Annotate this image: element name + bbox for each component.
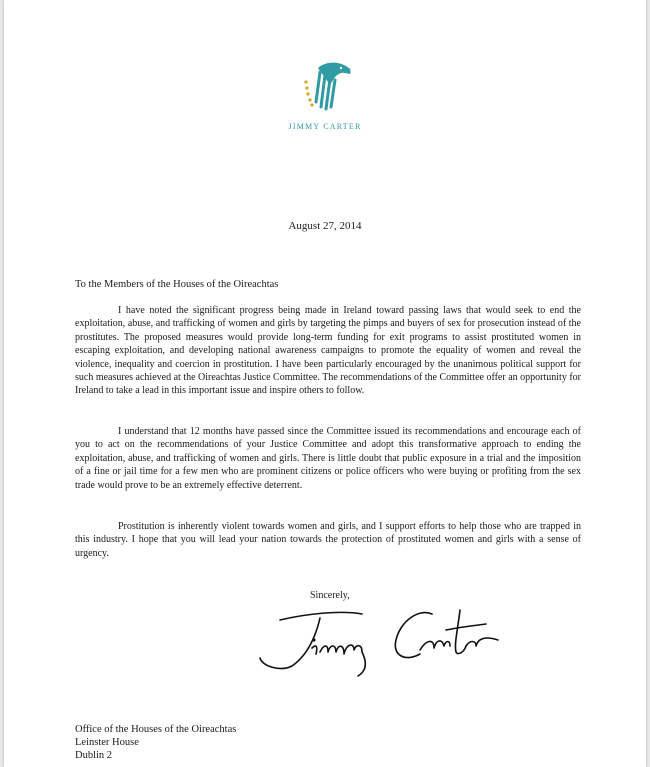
closing: Sincerely,: [310, 590, 350, 601]
letter-date: August 27, 2014: [288, 220, 362, 232]
body-paragraph-1: I have noted the significant progress being made in Ireland toward passing laws that would seek to end the exploitation, abuse, and trafficking of women and girls by targeting the pimps and buyers of sex for prosecution instead of the prostitutes. The proposed measures would provide long-term funding for exit programs to assist prostituted women in escaping exploitation, and developing national awareness campaigns to promote the equality of women and reveal the violence, inequality and coercion in prostitution. I have been particularly encouraged by the unanimous political support for such measures achieved at the Oireachtas Justice Committee. The recommendations of the Committee offer an opportunity for Ireland to take a lead in this important issue and inspire others to follow.: [75, 305, 581, 397]
eagle-stars-logo-icon: [294, 58, 356, 118]
recipient-address: [75, 723, 236, 763]
letter-page: [4, 0, 646, 767]
address-line-3: Dublin 2: [75, 750, 113, 762]
salutation: To the Members of the Houses of the Oireachtas: [75, 279, 279, 290]
address-line-1: Office of the Houses of the Oireachtas: [75, 724, 237, 735]
letterhead-name: JIMMY CARTER: [288, 122, 362, 131]
body-paragraph-3: Prostitution is inherently violent towards women and girls, and I support efforts to help those who are trapped in this industry. I hope that you will lead your nation towards the protection of prostituted women and girls with a sense of urgency.: [75, 521, 581, 559]
handwritten-signature: [250, 600, 520, 685]
body-paragraph-2: I understand that 12 months have passed since the Committee issued its recommendations and encourage each of you to act on the recommendations of your Justice Committee and adopt this transformative approach to ending the exploitation, abuse, and trafficking of women and girls. There is little doubt that public exposure in a trial and the imposition of a fine or jail time for a few men who are prominent citizens or police officers who were buying or profiting from the sex trade would prove to be an extremely effective deterrent.: [75, 426, 581, 491]
letterhead: [4, 58, 646, 131]
address-line-2: Leinster House: [75, 737, 139, 749]
